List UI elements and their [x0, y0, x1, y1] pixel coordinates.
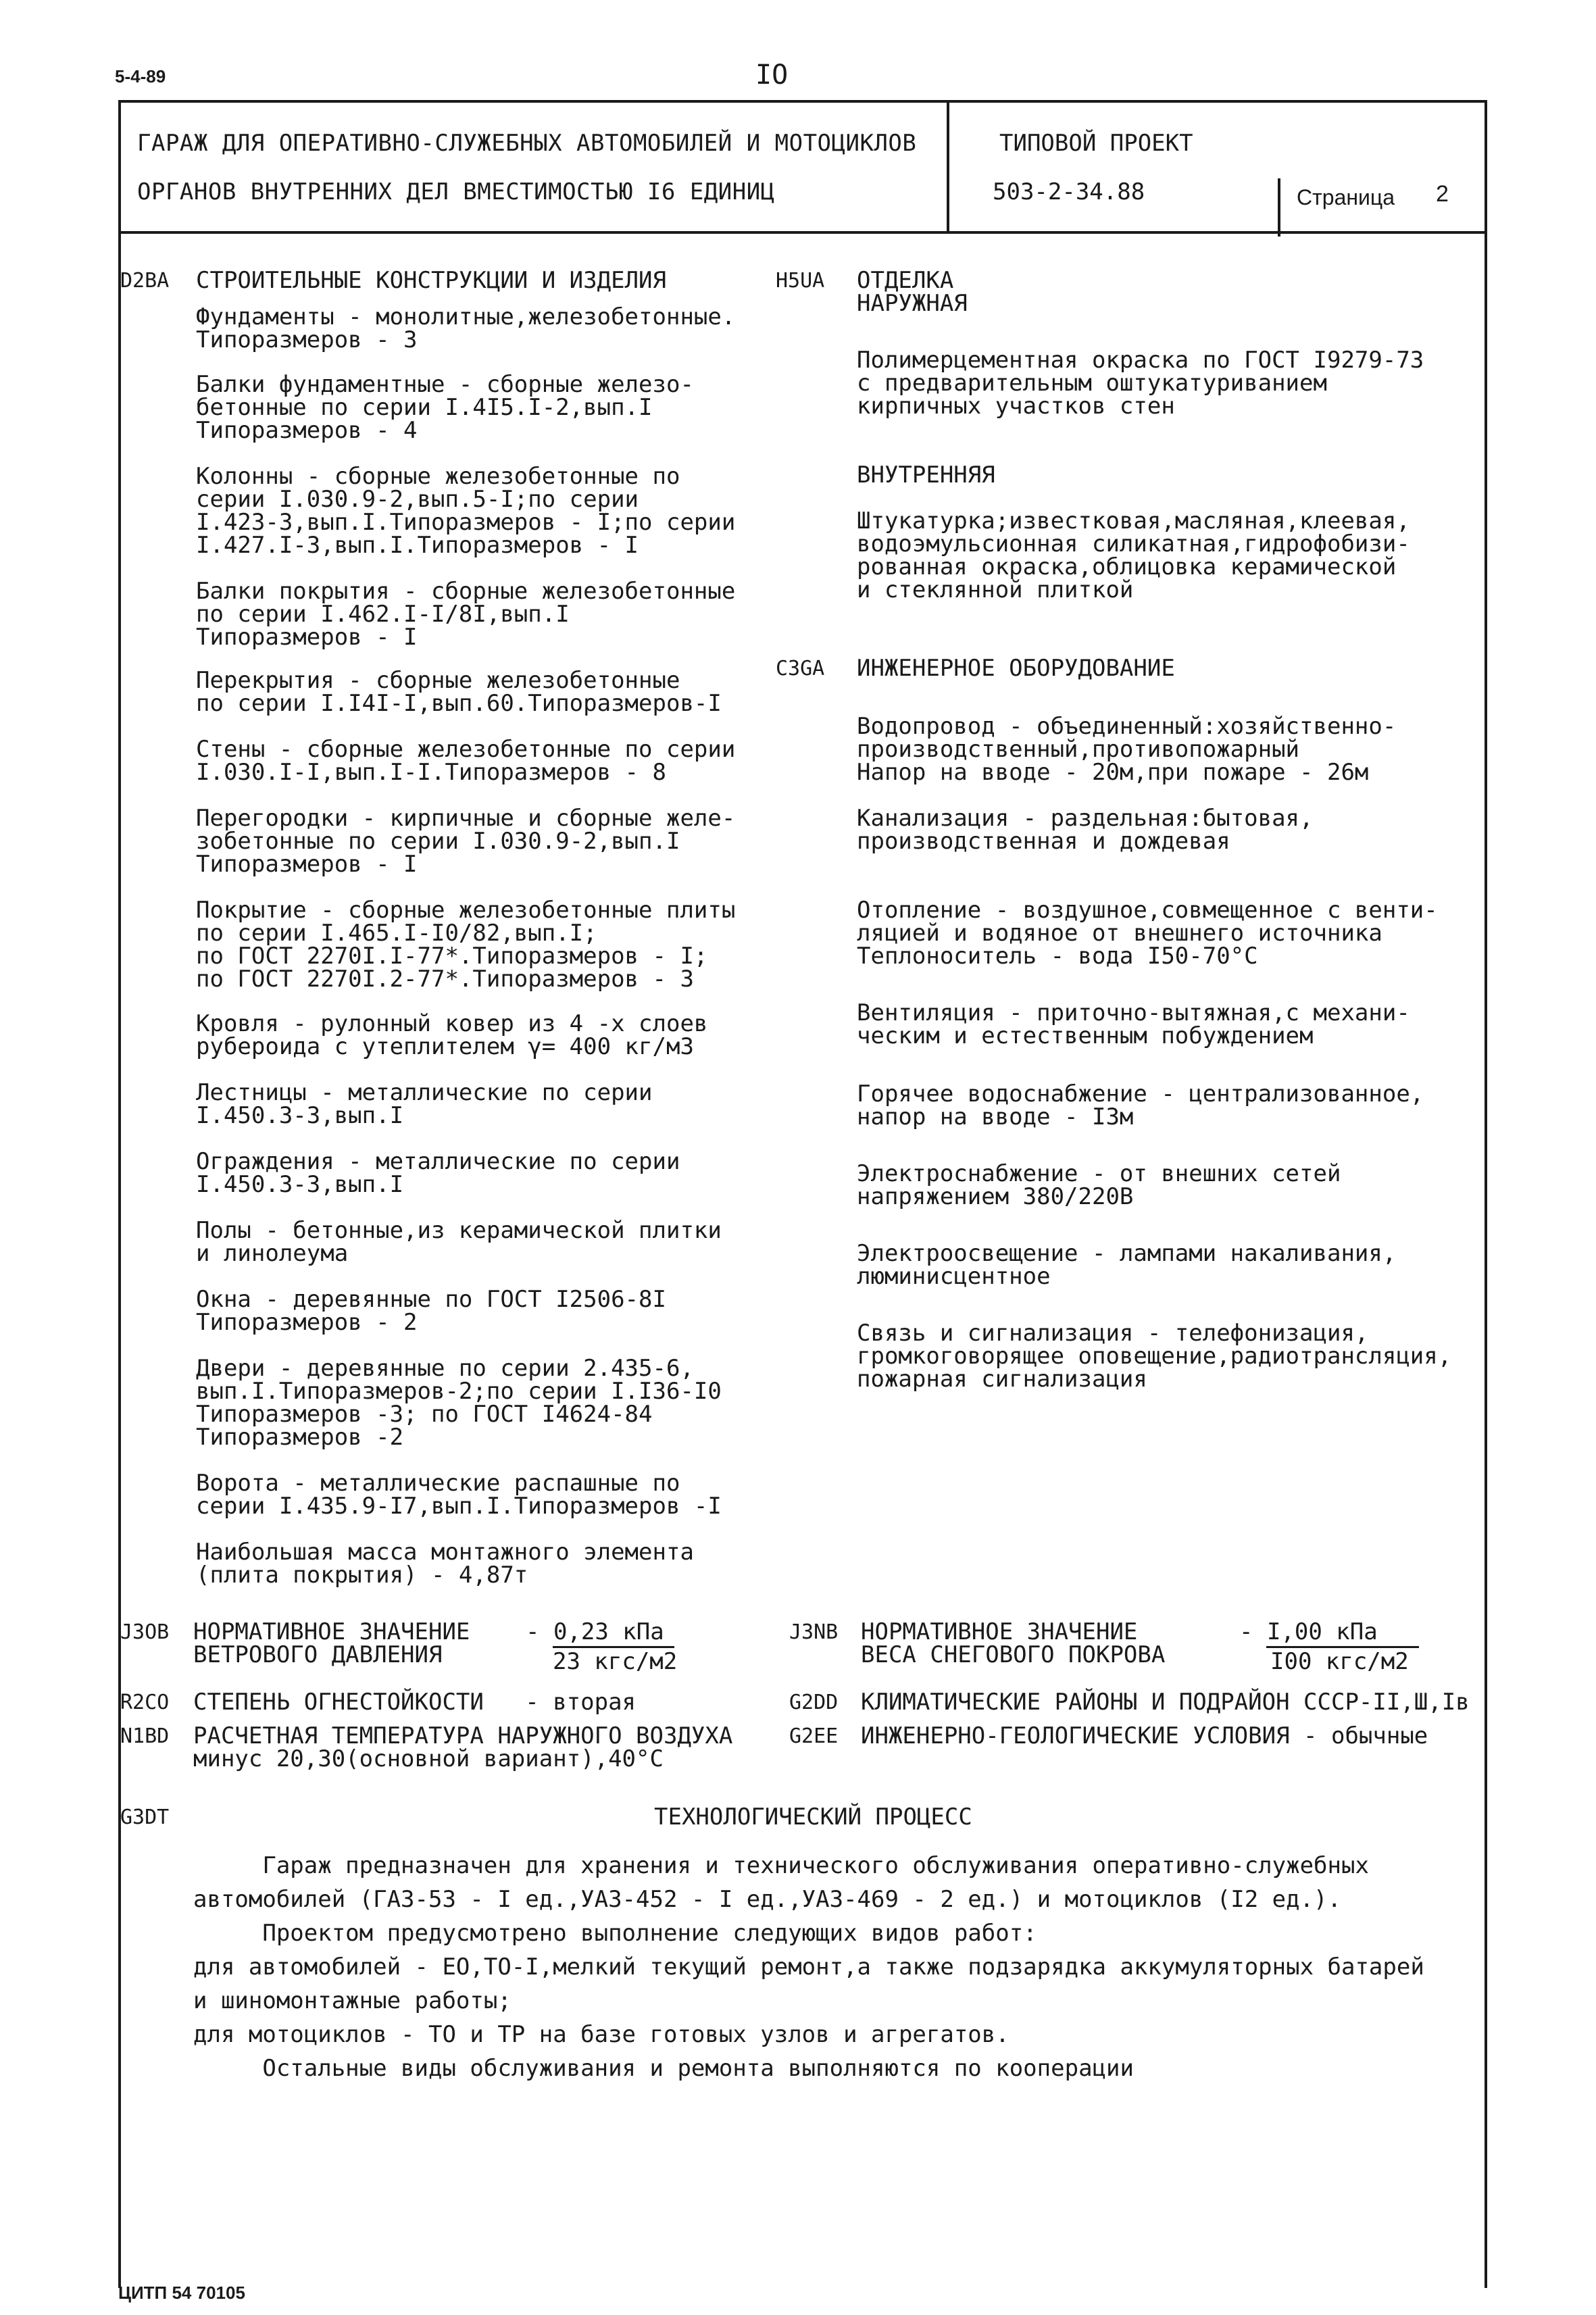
equipment-item: Связь и сигнализация - телефонизация, громкоговорящее оповещение,радиотрансляция, пожарная сигнализация: [857, 1320, 1452, 1393]
climate-text: КЛИМАТИЧЕСКИЕ РАЙОНЫ И ПОДРАЙОН СССР-II,Ш,Iв: [861, 1689, 1470, 1716]
climate-code: G2DD: [789, 1691, 839, 1714]
process-line: Остальные виды обслуживания и ремонта выполняются по кооперации: [193, 2055, 1134, 2082]
right-border: [1485, 234, 1487, 2288]
list-item: Стены - сборные железобетонные по серии I.030.I-I,вып.I-I.Типоразмеров - 8: [196, 736, 736, 786]
list-item: Наибольшая масса монтажного элемента (плита покрытия) - 4,87т: [196, 1539, 694, 1589]
process-code: G3DT: [120, 1806, 170, 1829]
equipment-item: Водопровод - объединенный:хозяйственно- производственный,противопожарный Напор на вводе - 20м,при пожаре - 26м: [857, 713, 1397, 786]
process-heading: ТЕХНОЛОГИЧЕСКИЙ ПРОЦЕСС: [654, 1803, 972, 1831]
list-item: Двери - деревянные по серии 2.435-6, вып.I.Типоразмеров-2;по серии I.I36-I0 Типоразмеров -3; по ГОСТ I4624-84 Типоразмеров -2: [196, 1355, 722, 1451]
equipment-item: Вентиляция - приточно-вытяжная,с механи- ческим и естественным побуждением: [857, 999, 1410, 1049]
left-border: [118, 234, 121, 2288]
equipment-code: C3GA: [776, 657, 825, 680]
equipment-heading: ИНЖЕНЕРНОЕ ОБОРУДОВАНИЕ: [857, 655, 1175, 682]
inner-heading: ВНУТРЕННЯЯ: [857, 462, 995, 489]
outer-heading: НАРУЖНАЯ: [857, 290, 968, 317]
list-item: Покрытие - сборные железобетонные плиты по серии I.465.I-I0/82,вып.I; по ГОСТ 2270I.I-77*.Типоразмеров - I; по ГОСТ 2270I.2-77*.Типоразмеров - 3: [196, 897, 736, 993]
list-item: Лестницы - металлические по серии I.450.3-3,вып.I: [196, 1079, 653, 1129]
list-item: Ворота - металлические распашные по серии I.435.9-I7,вып.I.Типоразмеров -I: [196, 1470, 722, 1520]
list-item: Ограждения - металлические по серии I.450.3-3,вып.I: [196, 1148, 680, 1198]
project-label: ТИПОВОЙ ПРОЕКТ: [999, 130, 1193, 157]
page-cell-divider: [1278, 178, 1280, 237]
fire-code: R2CO: [120, 1691, 170, 1714]
snow-value-bottom: I00 кгс/м2: [1270, 1648, 1409, 1675]
process-line: Гараж предназначен для хранения и технического обслуживания оперативно-служебных: [193, 1852, 1369, 1879]
equipment-item: Электроосвещение - лампами накаливания, люминисцентное: [857, 1240, 1397, 1290]
title-block: [118, 100, 1487, 234]
snow-code: J3NB: [789, 1620, 839, 1644]
process-line: Проектом предусмотрено выполнение следующих видов работ:: [193, 1920, 1037, 1947]
list-item: Перекрытия - сборные железобетонные по серии I.I4I-I,вып.60.Типоразмеров-I: [196, 667, 722, 717]
fire-text: СТЕПЕНЬ ОГНЕСТОЙКОСТИ - вторая: [193, 1689, 637, 1716]
title-divider: [947, 103, 949, 231]
equipment-item: Канализация - раздельная:бытовая, производственная и дождевая: [857, 805, 1314, 855]
snow-label: НОРМАТИВНОЕ ЗНАЧЕНИЕ ВЕСА СНЕГОВОГО ПОКРОВА: [861, 1618, 1166, 1668]
list-item: Колонны - сборные железобетонные по серии I.030.9-2,вып.5-I;по серии I.423-3,вып.I.Типоразмеров - I;по серии I.427.I-3,вып.I.Типоразмеров - I: [196, 463, 736, 559]
snow-value-top: - I,00 кПа: [1239, 1618, 1378, 1645]
geo-text: ИНЖЕНЕРНО-ГЕОЛОГИЧЕСКИЕ УСЛОВИЯ - обычные: [861, 1722, 1428, 1749]
page-label: Страница: [1297, 185, 1395, 209]
project-number: 503-2-34.88: [993, 178, 1145, 205]
list-item: Окна - деревянные по ГОСТ I2506-8I Типоразмеров - 2: [196, 1286, 666, 1336]
finish-heading: ОТДЕЛКА: [857, 267, 954, 294]
wind-value-top: - 0,23 кПа: [526, 1618, 664, 1645]
wind-code: J3OB: [120, 1620, 170, 1644]
section-heading: СТРОИТЕЛЬНЫЕ КОНСТРУКЦИИ И ИЗДЕЛИЯ: [196, 267, 666, 294]
list-item: Полы - бетонные,из керамической плитки и линолеума: [196, 1217, 722, 1267]
geo-code: G2EE: [789, 1724, 839, 1748]
equipment-item: Горячее водоснабжение - централизованное, напор на вводе - I3м: [857, 1080, 1424, 1130]
page-number: IO: [755, 59, 789, 91]
equipment-item: Электроснабжение - от внешних сетей напряжением 380/220В: [857, 1160, 1341, 1210]
wind-value-bottom: 23 кгс/м2: [553, 1648, 678, 1675]
title-line-1: ГАРАЖ ДЛЯ ОПЕРАТИВНО-СЛУЖЕБНЫХ АВТОМОБИЛЕЙ И МОТОЦИКЛОВ: [137, 130, 917, 157]
process-line: и шиномонтажные работы;: [193, 1987, 512, 2014]
list-item: Балки покрытия - сборные железобетонные по серии I.462.I-I/8I,вып.I Типоразмеров - I: [196, 578, 736, 651]
temp-text: РАСЧЕТНАЯ ТЕМПЕРАТУРА НАРУЖНОГО ВОЗДУХА минус 20,30(основной вариант),40°C: [193, 1722, 733, 1772]
section-code: D2BA: [120, 269, 170, 293]
equipment-item: Отопление - воздушное,совмещенное с венти- ляцией и водяное от внешнего источника Теплоноситель - вода I50-70°C: [857, 897, 1438, 970]
process-line: автомобилей (ГАЗ-53 - I ед.,УАЗ-452 - I ед.,УАЗ-469 - 2 ед.) и мотоциклов (I2 ед.).: [193, 1886, 1341, 1913]
title-line-2: ОРГАНОВ ВНУТРЕННИХ ДЕЛ ВМЕСТИМОСТЬЮ I6 ЕДИНИЦ: [137, 178, 775, 205]
page-value: 2: [1436, 181, 1449, 207]
list-item: Кровля - рулонный ковер из 4 -х слоев рубероида с утеплителем γ= 400 кг/м3: [196, 1010, 708, 1060]
temp-code: N1BD: [120, 1724, 170, 1748]
list-item: Перегородки - кирпичные и сборные желе- зобетонные по серии I.030.9-2,вып.I Типоразмеров - I: [196, 805, 736, 878]
list-item: Балки фундаментные - сборные железо- бетонные по серии I.4I5.I-2,вып.I Типоразмеров - 4: [196, 371, 694, 444]
finish-code: H5UA: [776, 269, 825, 293]
inner-text: Штукатурка;известковая,масляная,клеевая, водоэмульсионная силикатная,гидрофобизи- рованная окраска,облицовка керамической и стеклянной плиткой: [857, 507, 1410, 603]
process-line: для мотоциклов - ТО и ТР на базе готовых узлов и агрегатов.: [193, 2021, 1009, 2048]
document-code: 5-4-89: [115, 66, 166, 86]
footer-stamp: ЦИТП 54 70105: [118, 2283, 245, 2303]
process-line: для автомобилей - ЕО,ТО-I,мелкий текущий ремонт,а также подзарядка аккумуляторных батарей: [193, 1953, 1424, 1981]
wind-label: НОРМАТИВНОЕ ЗНАЧЕНИЕ ВЕТРОВОГО ДАВЛЕНИЯ: [193, 1618, 470, 1668]
list-item: Фундаменты - монолитные,железобетонные. Типоразмеров - 3: [196, 303, 736, 353]
outer-text: Полимерцементная окраска по ГОСТ I9279-73 с предварительным оштукатуриванием кирпичных участков стен: [857, 347, 1424, 420]
